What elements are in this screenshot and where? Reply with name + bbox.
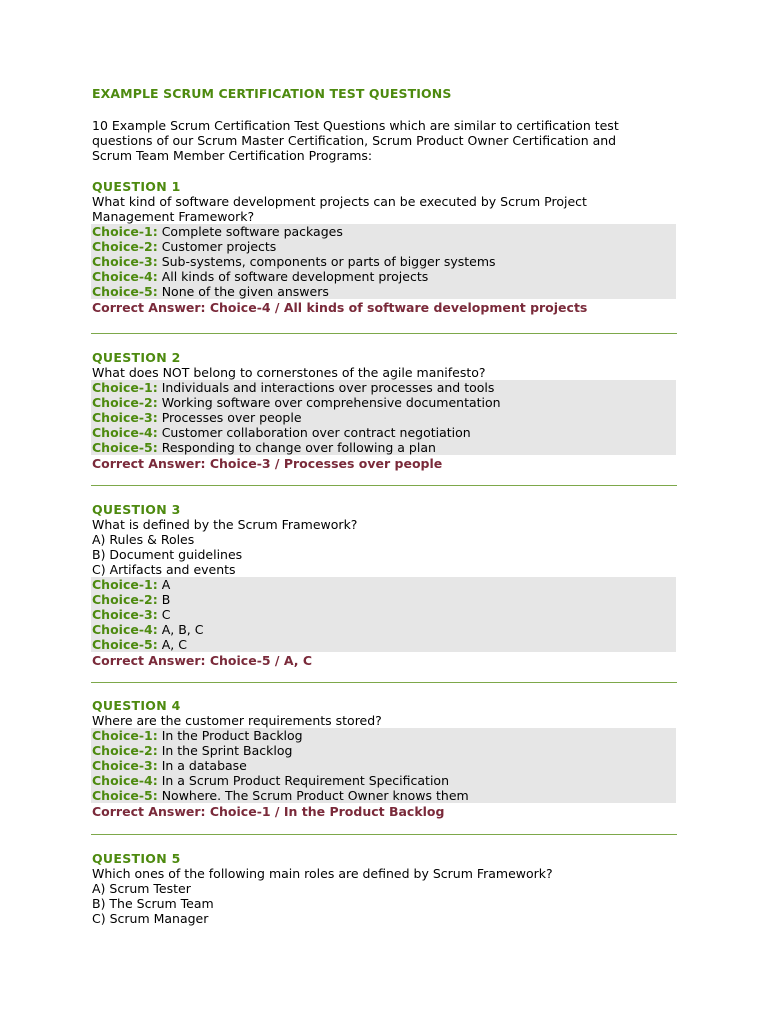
choice-row [91, 637, 676, 652]
question-text: C) Scrum Manager [92, 911, 209, 926]
choice-text: Individuals and interactions over processes and tools [161, 380, 495, 395]
choice-label: Choice-3: [92, 758, 158, 773]
choice-label: Choice-5: [92, 440, 158, 455]
question-text: A) Scrum Tester [92, 881, 191, 896]
choice-label: Choice-1: [92, 380, 158, 395]
question-text: B) The Scrum Team [92, 896, 214, 911]
choice-row [91, 395, 676, 410]
choice-text: Working software over comprehensive documentation [161, 395, 501, 410]
choice-row [91, 410, 676, 425]
choice-text: A, B, C [161, 622, 204, 637]
choice-row [91, 622, 676, 637]
choice-row [91, 425, 676, 440]
choice-row [91, 577, 676, 592]
choice-text: C [161, 607, 171, 622]
choice-text: In the Product Backlog [161, 728, 303, 743]
choice-text: Customer collaboration over contract negotiation [161, 425, 471, 440]
divider [91, 333, 677, 334]
question-1 [92, 179, 676, 315]
choice-row [91, 284, 676, 299]
question-4 [92, 698, 676, 819]
choice-text: Customer projects [161, 239, 277, 254]
choice-text: In the Sprint Backlog [161, 743, 293, 758]
choice-label: Choice-1: [92, 224, 158, 239]
choice-row [91, 607, 676, 622]
correct-answer: Correct Answer: Choice-1 / In the Product Backlog [92, 804, 445, 819]
choice-label: Choice-4: [92, 425, 158, 440]
choice-text: All kinds of software development projects [161, 269, 429, 284]
choice-label: Choice-3: [92, 607, 158, 622]
question-text: A) Rules & Roles [92, 532, 195, 547]
choice-label: Choice-2: [92, 239, 158, 254]
choice-row [91, 440, 676, 455]
question-2 [92, 350, 676, 471]
correct-answer: Correct Answer: Choice-3 / Processes over people [92, 456, 443, 471]
intro-paragraph [92, 118, 672, 163]
question-text: What kind of software development projects can be executed by Scrum Project [92, 194, 587, 209]
intro-line: questions of our Scrum Master Certification, Scrum Product Owner Certification and [92, 133, 617, 148]
question-heading: QUESTION 3 [92, 502, 181, 517]
question-text: What does NOT belong to cornerstones of the agile manifesto? [92, 365, 486, 380]
choice-text: Responding to change over following a plan [161, 440, 436, 455]
choice-text: None of the given answers [161, 284, 329, 299]
choice-label: Choice-2: [92, 592, 158, 607]
question-text: B) Document guidelines [92, 547, 243, 562]
question-text: Management Framework? [92, 209, 255, 224]
choice-label: Choice-1: [92, 577, 158, 592]
choice-label: Choice-3: [92, 410, 158, 425]
choice-row [91, 728, 676, 743]
divider [91, 485, 677, 486]
question-heading: QUESTION 4 [92, 698, 181, 713]
choice-text: A, C [161, 637, 187, 652]
question-text: What is defined by the Scrum Framework? [92, 517, 358, 532]
choice-row [91, 743, 676, 758]
question-text: C) Artifacts and events [92, 562, 236, 577]
choice-row [91, 269, 676, 284]
choice-label: Choice-5: [92, 788, 158, 803]
choice-row [91, 380, 676, 395]
choice-row [91, 773, 676, 788]
question-3 [92, 502, 676, 668]
choice-row [91, 224, 676, 239]
choice-label: Choice-4: [92, 622, 158, 637]
choice-text: Sub-systems, components or parts of bigger systems [161, 254, 496, 269]
choice-row [91, 788, 676, 803]
choice-text: A [161, 577, 171, 592]
intro-line: 10 Example Scrum Certification Test Questions which are similar to certification test [92, 118, 619, 133]
question-5 [92, 851, 676, 926]
question-text: Where are the customer requirements stored? [92, 713, 382, 728]
choice-text: Processes over people [161, 410, 302, 425]
choice-label: Choice-4: [92, 773, 158, 788]
question-heading: QUESTION 1 [92, 179, 181, 194]
intro-line: Scrum Team Member Certification Programs: [92, 148, 373, 163]
choice-text: In a database [161, 758, 247, 773]
choice-label: Choice-4: [92, 269, 158, 284]
correct-answer: Correct Answer: Choice-4 / All kinds of software development projects [92, 300, 588, 315]
choice-row [91, 592, 676, 607]
choice-text: B [161, 592, 171, 607]
choice-label: Choice-5: [92, 284, 158, 299]
choice-row [91, 758, 676, 773]
divider [91, 682, 677, 683]
document-title: EXAMPLE SCRUM CERTIFICATION TEST QUESTIONS [92, 86, 452, 101]
choice-row [91, 254, 676, 269]
choice-label: Choice-5: [92, 637, 158, 652]
choice-label: Choice-2: [92, 743, 158, 758]
divider [91, 834, 677, 835]
choice-text: Complete software packages [161, 224, 343, 239]
correct-answer: Correct Answer: Choice-5 / A, C [92, 653, 313, 668]
question-heading: QUESTION 2 [92, 350, 181, 365]
question-text: Which ones of the following main roles are defined by Scrum Framework? [92, 866, 553, 881]
choice-label: Choice-2: [92, 395, 158, 410]
choice-label: Choice-1: [92, 728, 158, 743]
choice-label: Choice-3: [92, 254, 158, 269]
choice-row [91, 239, 676, 254]
choice-text: In a Scrum Product Requirement Specification [161, 773, 449, 788]
choice-text: Nowhere. The Scrum Product Owner knows them [161, 788, 469, 803]
question-heading: QUESTION 5 [92, 851, 181, 866]
